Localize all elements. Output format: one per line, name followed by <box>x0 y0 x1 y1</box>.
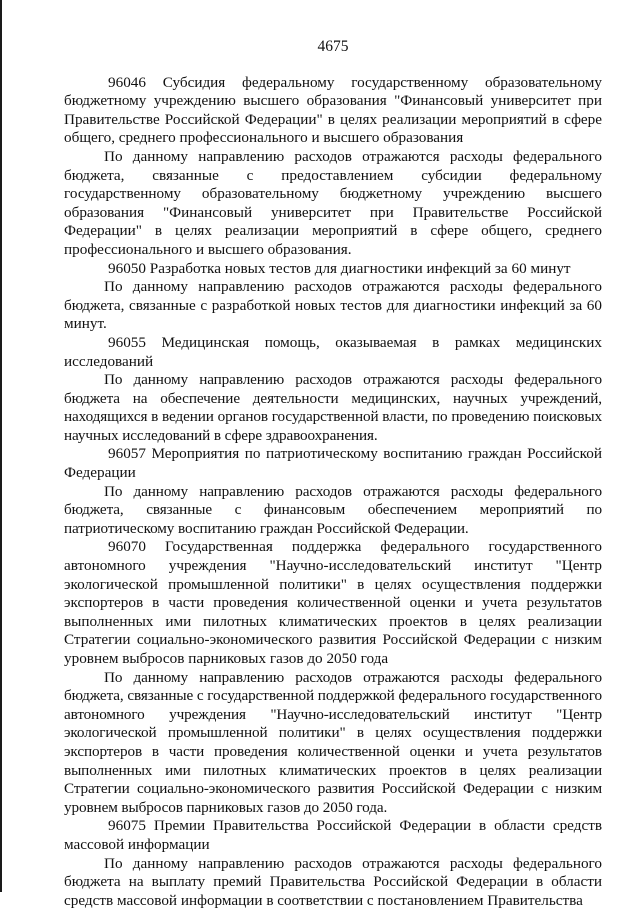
section-description-96046: По данному направлению расходов отражаются расходы федерального бюджета, связанные с предоставлением субсидии федеральному государственному образовательному бюджетному учреждению высшего образования "Финансовый университет при Правительстве Российской Федерации" в целях реализации мероприятий в сфере общего, среднего профессионального и высшего образования. <box>64 147 602 258</box>
section-description-96050: По данному направлению расходов отражаются расходы федерального бюджета, связанные с разработкой новых тестов для диагностики инфекций за 60 минут. <box>64 278 602 333</box>
section-heading-96055: 96055 Медицинская помощь, оказываемая в рамках медицинских исследований <box>64 333 602 370</box>
section-heading-96057: 96057 Мероприятия по патриотическому воспитанию граждан Российской Федерации <box>64 445 602 482</box>
section-description-96055: По данному направлению расходов отражаются расходы федерального бюджета на обеспечение деятельности медицинских, научных учреждений, находящихся в ведении органов государственной власти, по проведению поисковых научных исследований в сфере здравоохранения. <box>64 371 602 444</box>
section-description-96070: По данному направлению расходов отражаются расходы федерального бюджета, связанные с государственной поддержкой федерального государственного автономного учреждения "Научно-исследовательский институт "Центр экологической промышленной политики" в целях осуществления поддержки экспортеров в части проведения количественной оценки и учета результатов выполненных ими пилотных климатических проектов в целях реализации Стратегии социально-экономического развития Российской Федерации с низким уровнем выбросов парниковых газов до 2050 года. <box>64 668 602 816</box>
section-heading-96070: 96070 Государственная поддержка федерального государственного автономного учреждения "Научно-исследовательский институт "Центр экологической промышленной политики" в целях осуществления поддержки экспортеров в части проведения количественной оценки и учета результатов выполненных ими пилотных климатических проектов в целях реализации Стратегии социально-экономического развития Российской Федерации с низким уровнем выбросов парниковых газов до 2050 года <box>64 538 602 667</box>
section-heading-96046: 96046 Субсидия федеральному государственному образовательному бюджетному учреждению высшего образования "Финансовый университет при Правительстве Российской Федерации" в целях реализации мероприятий в сфере общего, среднего профессионального и высшего образования <box>64 73 602 147</box>
section-heading-96075: 96075 Премии Правительства Российской Федерации в области средств массовой информации <box>64 817 602 853</box>
scan-edge <box>0 0 2 892</box>
document-body <box>64 38 602 910</box>
section-heading-96050: 96050 Разработка новых тестов для диагностики инфекций за 60 минут <box>108 259 571 277</box>
section-description-96075: По данному направлению расходов отражаются расходы федерального бюджета на выплату премий Правительства Российской Федерации в области средств массовой информации в соответствии с постановлением Правительства <box>64 854 602 909</box>
page-number: 4675 <box>317 38 349 55</box>
section-description-96057: По данному направлению расходов отражаются расходы федерального бюджета, связанные с финансовым обеспечением мероприятий по патриотическому воспитанию граждан Российской Федерации. <box>64 482 602 537</box>
